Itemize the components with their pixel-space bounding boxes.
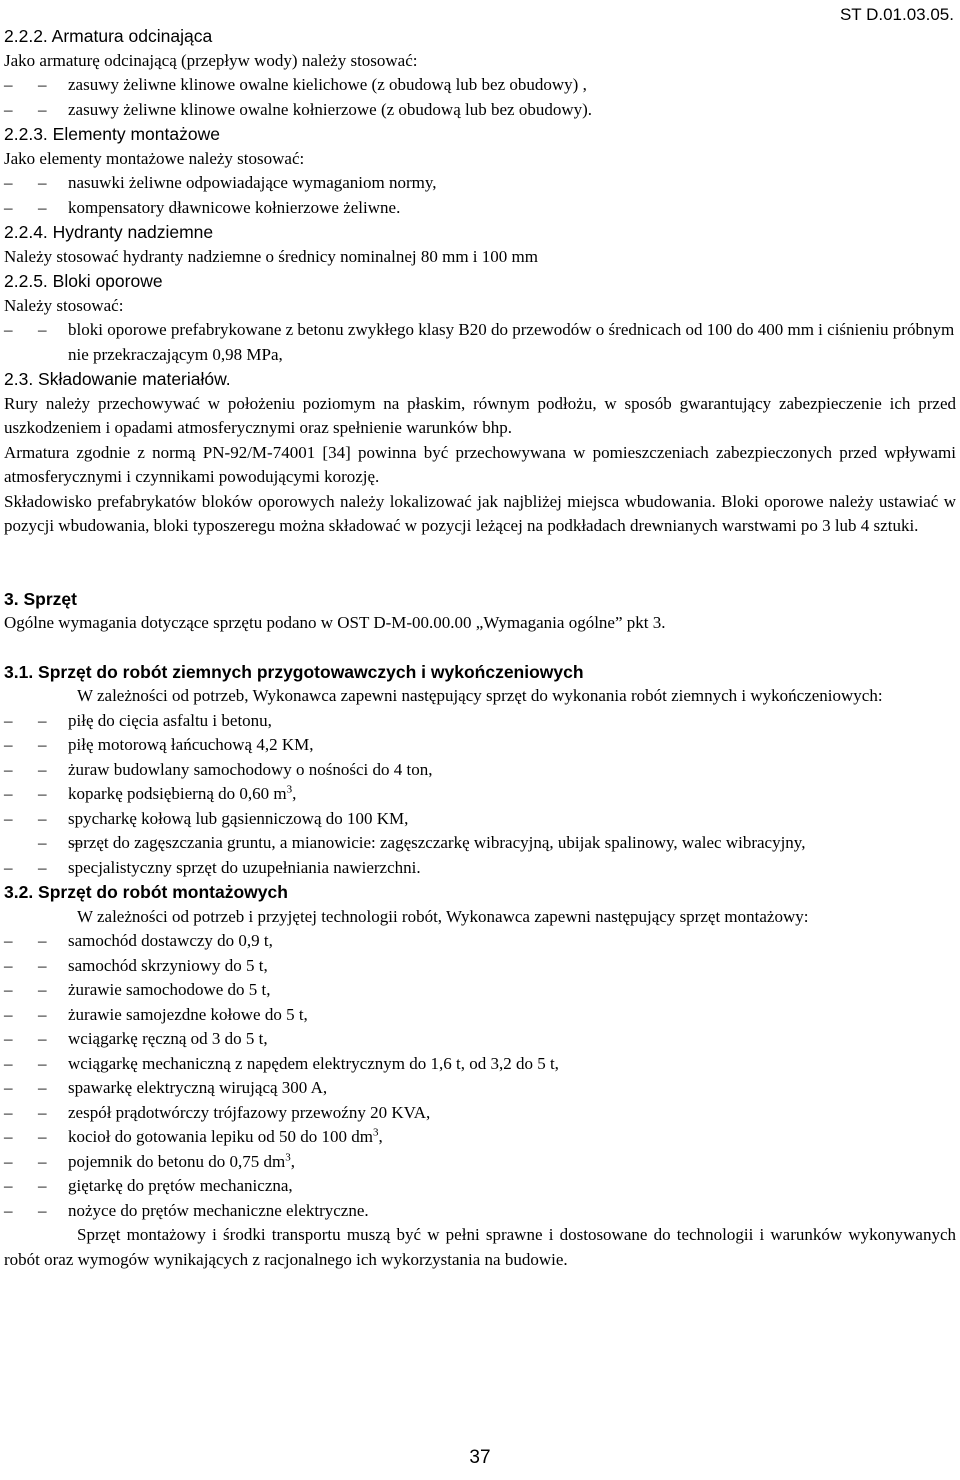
list [4, 709, 956, 881]
heading-3-1: 3.1. Sprzęt do robót ziemnych przygotowawczych i wykończeniowych [4, 661, 584, 682]
superscript: 3 [285, 1150, 291, 1163]
item-punct: , [290, 1151, 295, 1171]
paragraph: W zależności od potrzeb i przyjętej technologii robót, Wykonawca zapewni następujący sprzęt montażowy: [77, 906, 809, 926]
list-item [4, 1125, 956, 1150]
paragraph: Składowisko prefabrykatów bloków oporowych należy lokalizować jak najbliżej miejsca wbudowania. Bloki oporowe należy ustawiać w pozycji wbudowania, bloki typoszeregu można składować w pozycji leżącej na podkładach drewnianych warstwami po 3 lub 4 sztuki. [4, 491, 956, 535]
heading-2-2-5: 2.2.5. Bloki oporowe [4, 271, 163, 291]
list-item: – – samochód skrzyniowy do 5 t, [4, 954, 956, 979]
list-item: – – zasuwy żeliwne klinowe owalne kołnierzowe (z obudową lub bez obudowy). [4, 98, 956, 123]
superscript: 3 [286, 783, 293, 796]
heading-3: 3. Sprzęt [4, 588, 77, 609]
list-item: – – specjalistyczny sprzęt do uzupełniania nawierzchni. [4, 856, 956, 881]
paragraph: Należy stosować hydranty nadziemne o średnicy nominalnej 80 mm i 100 mm [4, 246, 538, 266]
list [4, 73, 956, 122]
heading-2-2-3: 2.2.3. Elementy montażowe [4, 124, 220, 144]
list-item: – – nożyce do prętów mechaniczne elektryczne. [4, 1199, 956, 1224]
list-item: – – zasuwy żeliwne klinowe owalne kielichowe (z obudową lub bez obudowy) , [4, 73, 956, 98]
list-item: – – nasuwki żeliwne odpowiadające wymaganiom normy, [4, 171, 956, 196]
paragraph: Rury należy przechowywać w położeniu poziomym na płaskim, równym podłożu, w sposób gwarantujący zabezpieczenie ich przed uszkodzeniem i opadami atmosferycznymi oraz spełnienie warunków bhp. [4, 393, 956, 437]
list-item: – – zespół prądotwórczy trójfazowy przewoźny 20 KVA, [4, 1101, 956, 1126]
paragraph: Jako elementy montażowe należy stosować: [4, 148, 305, 168]
list-item: – – spawarkę elektryczną wirującą 300 A, [4, 1076, 956, 1101]
list-item: – – bloki oporowe prefabrykowane z betonu zwykłego klasy B20 do przewodów o średnicach od 100 do 400 mm i ciśnieniu próbnym nie przekraczającym 0,98 MPa, [4, 318, 956, 367]
paragraph: Sprzęt montażowy i środki transportu muszą być w pełni sprawne i dostosowane do technologii i warunków wykonywanych robót oraz wymogów wynikających z racjonalnego ich wykorzystania na budowie. [4, 1225, 956, 1269]
list-item: – – żuraw budowlany samochodowy o nośności do 4 ton, [4, 758, 956, 783]
list [4, 318, 956, 367]
item-punct: , [292, 784, 297, 803]
list-item [4, 1150, 956, 1175]
list-item: – – żurawie samojezdne kołowe do 5 t, [4, 1003, 956, 1028]
paragraph: Należy stosować: [4, 295, 124, 315]
list-item: – – wciągarkę ręczną od 3 do 5 t, [4, 1027, 956, 1052]
item-text: koparkę podsiębierną do 0,60 m [68, 784, 287, 803]
heading-2-2-4: 2.2.4. Hydranty nadziemne [4, 222, 214, 242]
heading-2-2-2: 2.2.2. Armatura odcinająca [4, 26, 213, 46]
spacer [4, 636, 956, 660]
list-item: – – samochód dostawczy do 0,9 t, [4, 929, 956, 954]
item-text: pojemnik do betonu do 0,75 dm [68, 1151, 286, 1171]
list-item: – – spycharkę kołową lub gąsienniczową do 100 KM, [4, 807, 956, 832]
list-item: – – giętarkę do prętów mechaniczna, [4, 1174, 956, 1199]
list-item: – – piłę do cięcia asfaltu i betonu, [4, 709, 956, 734]
superscript: 3 [373, 1126, 379, 1139]
list [4, 171, 956, 220]
paragraph: Armatura zgodnie z normą PN-92/M-74001 [34] powinna być przechowywana w pomieszczeniach zabezpieczonych przed wpływami atmosferycznymi i czynnikami powodującymi korozję. [4, 442, 956, 486]
list-item: – – wciągarkę mechaniczną z napędem elektrycznym do 1,6 t, od 3,2 do 5 t, [4, 1052, 956, 1077]
item-text: kocioł do gotowania lepiku od 50 do 100 dm [68, 1127, 374, 1146]
heading-2-3: 2.3. Składowanie materiałów. [4, 369, 231, 389]
paragraph: W zależności od potrzeb, Wykonawca zapewni następujący sprzęt do wykonania robót ziemnych i wykończeniowych: [77, 686, 883, 705]
heading-3-2: 3.2. Sprzęt do robót montażowych [4, 882, 288, 902]
list [4, 929, 956, 1223]
list-item: – – piłę motorową łańcuchową 4,2 KM, [4, 733, 956, 758]
page-number: 37 [469, 1447, 491, 1468]
paragraph: Jako armaturę odcinającą (przepływ wody) należy stosować: [4, 50, 418, 70]
item-punct: , [378, 1127, 383, 1146]
page-body [4, 24, 956, 1272]
list-item: – – kompensatory dławnicowe kołnierzowe żeliwne. [4, 196, 956, 221]
spacer [4, 539, 956, 587]
document-code: ST D.01.03.05. [839, 5, 954, 24]
list-item: – – sprzęt do zagęszczania gruntu, a mianowicie: zagęszczarkę wibracyjną, ubijak spalinowy, walec wibracyjny, [4, 831, 956, 856]
list-item: – – żurawie samochodowe do 5 t, [4, 978, 956, 1003]
paragraph: Ogólne wymagania dotyczące sprzętu podano w OST D-M-00.00.00 „Wymagania ogólne” pkt 3. [4, 613, 666, 632]
list-item [4, 782, 956, 807]
